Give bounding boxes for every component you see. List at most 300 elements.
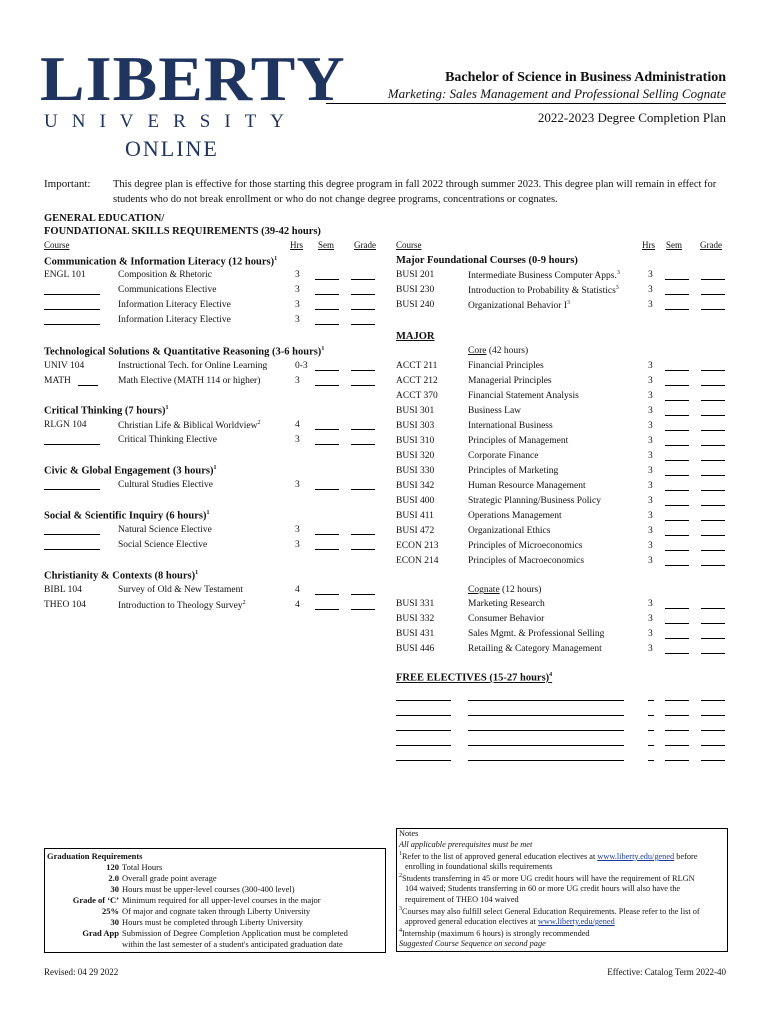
foundational-course-code: BUSI 230	[396, 285, 435, 295]
major-core-course-name	[468, 421, 553, 431]
major-core-course-name	[468, 436, 568, 446]
major-core-course-hrs: 3	[648, 361, 653, 371]
cognate-course-name-text: Sales Mgmt. & Professional Selling	[468, 629, 605, 639]
civic-title-text: Civic & Global Engagement (3 hours)	[44, 465, 214, 477]
comm-course-code-blank[interactable]	[44, 315, 100, 325]
major-core-course-code: BUSI 310	[396, 436, 435, 446]
free-elective-course-field[interactable]	[396, 706, 451, 716]
christ-semester-field[interactable]	[315, 600, 339, 610]
cognate-course-code: BUSI 431	[396, 629, 435, 639]
tech-course-name	[118, 361, 267, 371]
critical-course-name-text: Christian Life & Biblical Worldview	[118, 421, 258, 432]
major-core-course-code: BUSI 411	[396, 511, 434, 521]
christ-course-hrs: 4	[295, 600, 300, 610]
liberty-logo-university: UNIVERSITY	[44, 111, 298, 132]
comm-title-text: Communication & Information Literacy (12 hours)	[44, 256, 275, 268]
critical-course-sup: 2	[257, 420, 261, 426]
grad-req-key: 120	[106, 862, 119, 872]
comm-course-name-text: Composition & Rhetoric	[118, 270, 212, 280]
foundational-grade-field[interactable]	[701, 270, 725, 280]
major-core-course-name	[468, 541, 583, 551]
comm-course-code: ENGL 101	[44, 270, 86, 280]
major-core-course-name-text: Managerial Principles	[468, 376, 552, 386]
comm-course-hrs: 3	[295, 300, 300, 310]
major-core-course-hrs: 3	[648, 526, 653, 536]
foundational-course-name	[468, 285, 619, 296]
christ-title-text: Christianity & Contexts (8 hours)	[44, 570, 196, 582]
major-core-course-code: BUSI 472	[396, 526, 435, 536]
christ-course-sup: 2	[242, 600, 246, 606]
major-core-grade-field[interactable]	[701, 496, 725, 506]
critical-title	[44, 405, 168, 417]
christ-title-sup: 1	[195, 570, 199, 576]
free-elective-hrs-field[interactable]	[648, 721, 654, 731]
note-3: $^3$Courses may also fulfill select General Education Requirements. Please refer to the list of	[399, 906, 700, 916]
christ-course-name-text: Survey of Old & New Testament	[118, 585, 244, 595]
foundational-course-hrs: 3	[648, 285, 653, 295]
christ-course-code: THEO 104	[44, 600, 86, 610]
degree-cognate: Marketing: Sales Management and Professional Selling Cognate	[387, 86, 726, 101]
grad-req-value: Of major and cognate taken through Liberty University	[122, 906, 311, 916]
comm-semester-field[interactable]	[315, 300, 339, 310]
major-core-grade-field[interactable]	[701, 361, 725, 371]
foundational-course-code: BUSI 201	[396, 270, 435, 280]
major-core-course-hrs: 3	[648, 496, 653, 506]
tech-course-hrs: 0-3	[295, 361, 308, 371]
civic-course-hrs: 3	[295, 480, 300, 490]
major-core-semester-field[interactable]	[665, 391, 689, 401]
free-elective-course-field[interactable]	[396, 751, 451, 761]
comm-course-name	[118, 285, 216, 295]
free-elective-hrs-field[interactable]	[648, 736, 654, 746]
major-core-course-name-text: Financial Statement Analysis	[468, 391, 579, 401]
gened-link-1[interactable]: www.liberty.edu/gened	[597, 851, 675, 861]
liberty-logo-online: ONLINE	[125, 136, 219, 161]
grad-req-key: 30	[110, 884, 119, 894]
free-elective-semester-field[interactable]	[665, 736, 689, 746]
critical-grade-field[interactable]	[351, 435, 375, 445]
grad-title: Graduation Requirements	[47, 851, 143, 861]
free-elective-course-field[interactable]	[396, 736, 451, 746]
foundational-semester-field[interactable]	[665, 270, 689, 280]
free-elective-semester-field[interactable]	[665, 721, 689, 731]
major-core-course-name-text: Organizational Ethics	[468, 526, 551, 536]
col-course-right: Course	[396, 240, 422, 250]
social-semester-field[interactable]	[315, 525, 339, 535]
free-elective-title-field[interactable]	[468, 751, 624, 761]
critical-grade-field[interactable]	[351, 420, 375, 430]
major-core-semester-field[interactable]	[665, 421, 689, 431]
critical-title-sup: 1	[165, 405, 169, 411]
major-core-course-hrs: 3	[648, 406, 653, 416]
major-core-grade-field[interactable]	[701, 436, 725, 446]
cognate-grade-field[interactable]	[701, 614, 725, 624]
major-core-course-code: ECON 214	[396, 556, 439, 566]
cognate-semester-field[interactable]	[665, 599, 689, 609]
major-core-grade-field[interactable]	[701, 391, 725, 401]
social-course-code-blank[interactable]	[44, 540, 100, 550]
cognate-course-name-text: Retailing & Category Management	[468, 644, 602, 654]
comm-course-name	[118, 315, 231, 325]
note-1: $^1$Refer to the list of approved general education electives at www.liberty.edu/gened before	[399, 851, 698, 861]
comm-title	[44, 256, 277, 268]
comm-course-name	[118, 300, 231, 310]
grad-req-value: Hours must be completed through Liberty University	[122, 917, 303, 927]
christ-title	[44, 570, 198, 582]
foundational-grade-field[interactable]	[701, 285, 725, 295]
comm-grade-field[interactable]	[351, 285, 375, 295]
civic-title	[44, 465, 216, 477]
foundational-course-name	[468, 270, 620, 281]
major-core-course-name	[468, 526, 550, 536]
foundational-course-hrs: 3	[648, 270, 653, 280]
cognate-course-name	[468, 614, 544, 624]
grad-req-key: 30	[110, 917, 119, 927]
major-core-course-name	[468, 466, 558, 476]
cognate-course-code: BUSI 331	[396, 599, 435, 609]
critical-semester-field[interactable]	[315, 420, 339, 430]
grad-req-key: 2.0	[108, 873, 119, 883]
major-core-grade-field[interactable]	[701, 481, 725, 491]
comm-title-sup: 1	[274, 256, 278, 262]
free-elective-title-field[interactable]	[468, 691, 624, 701]
major-core-grade-field[interactable]	[701, 556, 725, 566]
major-core-course-name-text: Corporate Finance	[468, 451, 539, 461]
foundational-course-sup: 3	[616, 270, 620, 276]
christ-course-hrs: 4	[295, 585, 300, 595]
important-label: Important:	[44, 178, 91, 190]
major-core-course-hrs: 3	[648, 436, 653, 446]
critical-course-hrs: 4	[295, 420, 300, 430]
major-core-semester-field[interactable]	[665, 496, 689, 506]
major-core-course-name-text: Financial Principles	[468, 361, 544, 371]
major-core-course-name-text: Principles of Microeconomics	[468, 541, 583, 551]
major-core-course-hrs: 3	[648, 451, 653, 461]
cognate-course-hrs: 3	[648, 614, 653, 624]
critical-course-name	[118, 435, 217, 445]
foundational-semester-field[interactable]	[665, 300, 689, 310]
major-core-semester-field[interactable]	[665, 556, 689, 566]
cognate-course-name-text: Marketing Research	[468, 599, 545, 609]
cognate-course-hrs: 3	[648, 644, 653, 654]
comm-course-code-blank[interactable]	[44, 285, 100, 295]
major-foundational-title: Major Foundational Courses (0-9 hours)	[396, 255, 578, 266]
major-core-course-hrs: 3	[648, 541, 653, 551]
tech-semester-field[interactable]	[315, 376, 339, 386]
social-course-name	[118, 525, 212, 535]
major-core-course-hrs: 3	[648, 376, 653, 386]
critical-title-text: Critical Thinking (7 hours)	[44, 405, 166, 417]
major-core-grade-field[interactable]	[701, 406, 725, 416]
col-grade-right: Grade	[700, 240, 722, 250]
major-core-course-hrs: 3	[648, 556, 653, 566]
cognate-grade-field[interactable]	[701, 629, 725, 639]
free-elective-semester-field[interactable]	[665, 706, 689, 716]
effective-term: Effective: Catalog Term 2022-40	[607, 967, 726, 977]
col-hrs-right: Hrs	[642, 240, 655, 250]
cognate-course-hrs: 3	[648, 599, 653, 609]
tech-grade-field[interactable]	[351, 361, 375, 371]
free-elective-grade-field[interactable]	[701, 751, 725, 761]
major-core-course-hrs: 3	[648, 466, 653, 476]
christ-grade-field[interactable]	[351, 585, 375, 595]
major-core-semester-field[interactable]	[665, 451, 689, 461]
major-core-course-name	[468, 481, 586, 491]
major-title: MAJOR	[396, 331, 435, 342]
major-core-course-hrs: 3	[648, 481, 653, 491]
degree-title: Bachelor of Science in Business Administration	[445, 70, 726, 85]
graduation-requirements-box	[44, 848, 386, 953]
tech-title-text: Technological Solutions & Quantitative Reasoning (3-6 hours)	[44, 346, 322, 358]
social-title-text: Social & Scientific Inquiry (6 hours)	[44, 510, 207, 522]
comm-semester-field[interactable]	[315, 315, 339, 325]
tech-course-hrs: 3	[295, 376, 300, 386]
major-core-course-name	[468, 496, 601, 506]
grad-req-value: Hours must be upper-level courses (300-400 level)	[122, 884, 295, 894]
tech-semester-field[interactable]	[315, 361, 339, 371]
comm-course-code-blank[interactable]	[44, 300, 100, 310]
major-core-semester-field[interactable]	[665, 406, 689, 416]
cognate-semester-field[interactable]	[665, 614, 689, 624]
revised-date: Revised: 04 29 2022	[44, 967, 119, 977]
gen-ed-title-2: FOUNDATIONAL SKILLS REQUIREMENTS (39-42 hours)	[44, 226, 321, 237]
social-course-code-blank[interactable]	[44, 525, 100, 535]
major-core-course-name	[468, 361, 544, 371]
grad-req-value: Minimum required for all upper-level courses in the major	[122, 895, 321, 905]
major-core-semester-field[interactable]	[665, 436, 689, 446]
tech-title-sup: 1	[321, 346, 325, 352]
major-core-semester-field[interactable]	[665, 526, 689, 536]
major-core-grade-field[interactable]	[701, 451, 725, 461]
free-elective-grade-field[interactable]	[701, 706, 725, 716]
note-2-cont-b: requirement of THEO 104 waived	[405, 895, 519, 904]
foundational-course-sup: 3	[567, 300, 571, 306]
cognate-course-code: BUSI 332	[396, 614, 435, 624]
major-core-grade-field[interactable]	[701, 541, 725, 551]
major-core-semester-field[interactable]	[665, 511, 689, 521]
note-2-cont-a: 104 waived; Students transferring in 60 or more UG credit hours will also have the	[405, 884, 681, 893]
major-core-course-code: BUSI 400	[396, 496, 435, 506]
cognate-grade-field[interactable]	[701, 644, 725, 654]
social-course-name-text: Social Science Elective	[118, 540, 208, 550]
foundational-semester-field[interactable]	[665, 285, 689, 295]
notes-box	[396, 828, 728, 952]
major-core-semester-field[interactable]	[665, 361, 689, 371]
major-core-grade-field[interactable]	[701, 466, 725, 476]
foundational-course-name-text: Intermediate Business Computer Apps.	[468, 271, 617, 282]
major-core-course-code: BUSI 320	[396, 451, 435, 461]
tech-course-name-text: Math Elective (MATH 114 or higher)	[118, 376, 261, 386]
christ-grade-field[interactable]	[351, 600, 375, 610]
social-course-hrs: 3	[295, 540, 300, 550]
col-course-left: Course	[44, 240, 70, 250]
grad-req-value: Overall grade point average	[122, 873, 217, 883]
christ-course-name	[118, 600, 246, 611]
free-elective-semester-field[interactable]	[665, 751, 689, 761]
social-course-name-text: Natural Science Elective	[118, 525, 212, 535]
gen-ed-title-1: GENERAL EDUCATION/	[44, 213, 165, 224]
christ-course-name-text: Introduction to Theology Survey	[118, 601, 243, 612]
major-core-course-code: ACCT 370	[396, 391, 438, 401]
civic-course-name-text: Cultural Studies Elective	[118, 480, 213, 490]
grad-req-key: 25%	[102, 906, 119, 916]
header-divider	[326, 103, 726, 104]
cognate-course-hrs: 3	[648, 629, 653, 639]
free-elective-grade-field[interactable]	[701, 691, 725, 701]
foundational-course-hrs: 3	[648, 300, 653, 310]
notes-prereq: All applicable prerequisites must be met	[399, 840, 533, 849]
cognate-semester-field[interactable]	[665, 644, 689, 654]
grad-req-key: Grade of ‘C’	[72, 895, 119, 905]
major-core-course-code: BUSI 330	[396, 466, 435, 476]
tech-grade-field[interactable]	[351, 376, 375, 386]
free-elective-hrs-field[interactable]	[648, 751, 654, 761]
note-1-cont: enrolling in foundational skills requirements	[405, 862, 553, 871]
comm-course-name	[118, 270, 212, 280]
note-2: $^2$Students transferring in 45 or more UG credit hours will have the requirement of RLGN	[399, 873, 695, 883]
col-sem-right: Sem	[666, 240, 683, 250]
foundational-course-sup: 3	[615, 285, 619, 291]
tech-course-code: UNIV 104	[44, 361, 85, 371]
grad-req-value: Total Hours	[122, 862, 163, 872]
comm-course-name-text: Information Literacy Elective	[118, 315, 231, 325]
free-elective-title-field[interactable]	[468, 721, 624, 731]
major-core-course-name-text: Operations Management	[468, 511, 562, 521]
major-core-course-name	[468, 556, 584, 566]
critical-course-code-blank[interactable]	[44, 435, 100, 445]
major-core-grade-field[interactable]	[701, 526, 725, 536]
major-core-course-hrs: 3	[648, 421, 653, 431]
christ-semester-field[interactable]	[315, 585, 339, 595]
free-elective-hrs-field[interactable]	[648, 691, 654, 701]
free-elective-course-field[interactable]	[396, 691, 451, 701]
important-text: This degree plan is effective for those starting this degree program in fall 2022 through summer 2023. This degree plan will remain in effect for students who do not break enrollment or who do not change degree programs, concentrations or cognates.	[113, 179, 717, 205]
major-core-course-hrs: 3	[648, 511, 653, 521]
free-elective-title-field[interactable]	[468, 736, 624, 746]
cognate-course-code: BUSI 446	[396, 644, 435, 654]
social-course-hrs: 3	[295, 525, 300, 535]
major-core-course-name-text: Principles of Macroeconomics	[468, 556, 585, 566]
major-core-course-code: ECON 213	[396, 541, 439, 551]
free-elective-grade-field[interactable]	[701, 721, 725, 731]
major-core-course-name	[468, 391, 579, 401]
note-3-cont: approved general education electives at www.liberty.edu/gened	[405, 917, 615, 926]
comm-course-name-text: Information Literacy Elective	[118, 300, 231, 310]
social-semester-field[interactable]	[315, 540, 339, 550]
civic-course-name	[118, 480, 213, 490]
plan-year: 2022-2023 Degree Completion Plan	[537, 110, 726, 125]
social-grade-field[interactable]	[351, 540, 375, 550]
foundational-grade-field[interactable]	[701, 300, 725, 310]
major-core-course-code: BUSI 342	[396, 481, 435, 491]
free-elective-hrs-field[interactable]	[648, 706, 654, 716]
free-elective-semester-field[interactable]	[665, 691, 689, 701]
col-sem-left: Sem	[318, 240, 335, 250]
major-core-grade-field[interactable]	[701, 511, 725, 521]
core-heading: Core (42 hours)	[468, 346, 529, 356]
major-core-course-name	[468, 451, 538, 461]
comm-semester-field[interactable]	[315, 270, 339, 280]
major-core-course-code: BUSI 303	[396, 421, 435, 431]
comm-course-hrs: 3	[295, 315, 300, 325]
cognate-semester-field[interactable]	[665, 629, 689, 639]
major-core-semester-field[interactable]	[665, 481, 689, 491]
comm-course-hrs: 3	[295, 285, 300, 295]
cognate-course-name	[468, 599, 545, 609]
tech-course-name	[118, 376, 260, 386]
major-core-course-name-text: Human Resource Management	[468, 481, 586, 491]
tech-course-name-text: Instructional Tech. for Online Learning	[118, 361, 268, 371]
major-core-course-code: ACCT 211	[396, 361, 438, 371]
comm-course-hrs: 3	[295, 270, 300, 280]
gened-link-2[interactable]: www.liberty.edu/gened	[537, 917, 615, 926]
christ-course-code: BIBL 104	[44, 585, 82, 595]
major-core-course-name	[468, 511, 562, 521]
critical-course-hrs: 3	[295, 435, 300, 445]
free-elective-title-field[interactable]	[468, 706, 624, 716]
major-core-semester-field[interactable]	[665, 541, 689, 551]
major-core-course-name-text: Principles of Marketing	[468, 466, 559, 476]
major-core-course-name	[468, 406, 521, 416]
social-grade-field[interactable]	[351, 525, 375, 535]
comm-course-name-text: Communications Elective	[118, 285, 217, 295]
cognate-course-name	[468, 629, 604, 639]
social-title	[44, 510, 209, 522]
major-core-semester-field[interactable]	[665, 376, 689, 386]
col-grade-left: Grade	[354, 240, 376, 250]
civic-grade-field[interactable]	[351, 480, 375, 490]
notes-sequence: Suggested Course Sequence on second page	[399, 939, 546, 948]
tech-title	[44, 346, 324, 358]
social-course-name	[118, 540, 207, 550]
tech-course-code: MATH	[44, 376, 71, 386]
major-core-semester-field[interactable]	[665, 466, 689, 476]
civic-course-code-blank[interactable]	[44, 480, 100, 490]
critical-course-name	[118, 420, 260, 431]
free-electives-title: FREE ELECTIVES (15-27 hours)$^4$	[396, 672, 553, 684]
cognate-heading: Cognate (12 hours)	[468, 585, 542, 595]
cognate-course-name	[468, 644, 602, 654]
col-hrs-left: Hrs	[290, 240, 303, 250]
liberty-logo-wordmark: LIBERTY	[40, 44, 346, 114]
major-core-course-name-text: Principles of Management	[468, 436, 569, 446]
cognate-grade-field[interactable]	[701, 599, 725, 609]
free-elective-course-field[interactable]	[396, 721, 451, 731]
comm-grade-field[interactable]	[351, 315, 375, 325]
free-elective-grade-field[interactable]	[701, 736, 725, 746]
comm-grade-field[interactable]	[351, 270, 375, 280]
math-course-number-field[interactable]	[78, 376, 98, 386]
civic-semester-field[interactable]	[315, 480, 339, 490]
comm-semester-field[interactable]	[315, 285, 339, 295]
major-core-course-name-text: International Business	[468, 421, 553, 431]
note-4: $^4$Internship (maximum 6 hours) is strongly recommended	[399, 928, 590, 938]
critical-semester-field[interactable]	[315, 435, 339, 445]
major-core-course-name	[468, 376, 552, 386]
foundational-course-code: BUSI 240	[396, 300, 435, 310]
major-core-course-hrs: 3	[648, 391, 653, 401]
foundational-course-name-text: Introduction to Probability & Statistics	[468, 286, 616, 297]
comm-grade-field[interactable]	[351, 300, 375, 310]
grad-req-key: Grad App	[82, 928, 119, 938]
major-core-grade-field[interactable]	[701, 421, 725, 431]
grad-req-value: Submission of Degree Completion Application must be completed	[122, 928, 348, 938]
major-core-grade-field[interactable]	[701, 376, 725, 386]
major-core-course-name-text: Strategic Planning/Business Policy	[468, 496, 601, 506]
christ-course-name	[118, 585, 243, 595]
foundational-course-name	[468, 300, 570, 311]
major-core-course-code: ACCT 212	[396, 376, 438, 386]
